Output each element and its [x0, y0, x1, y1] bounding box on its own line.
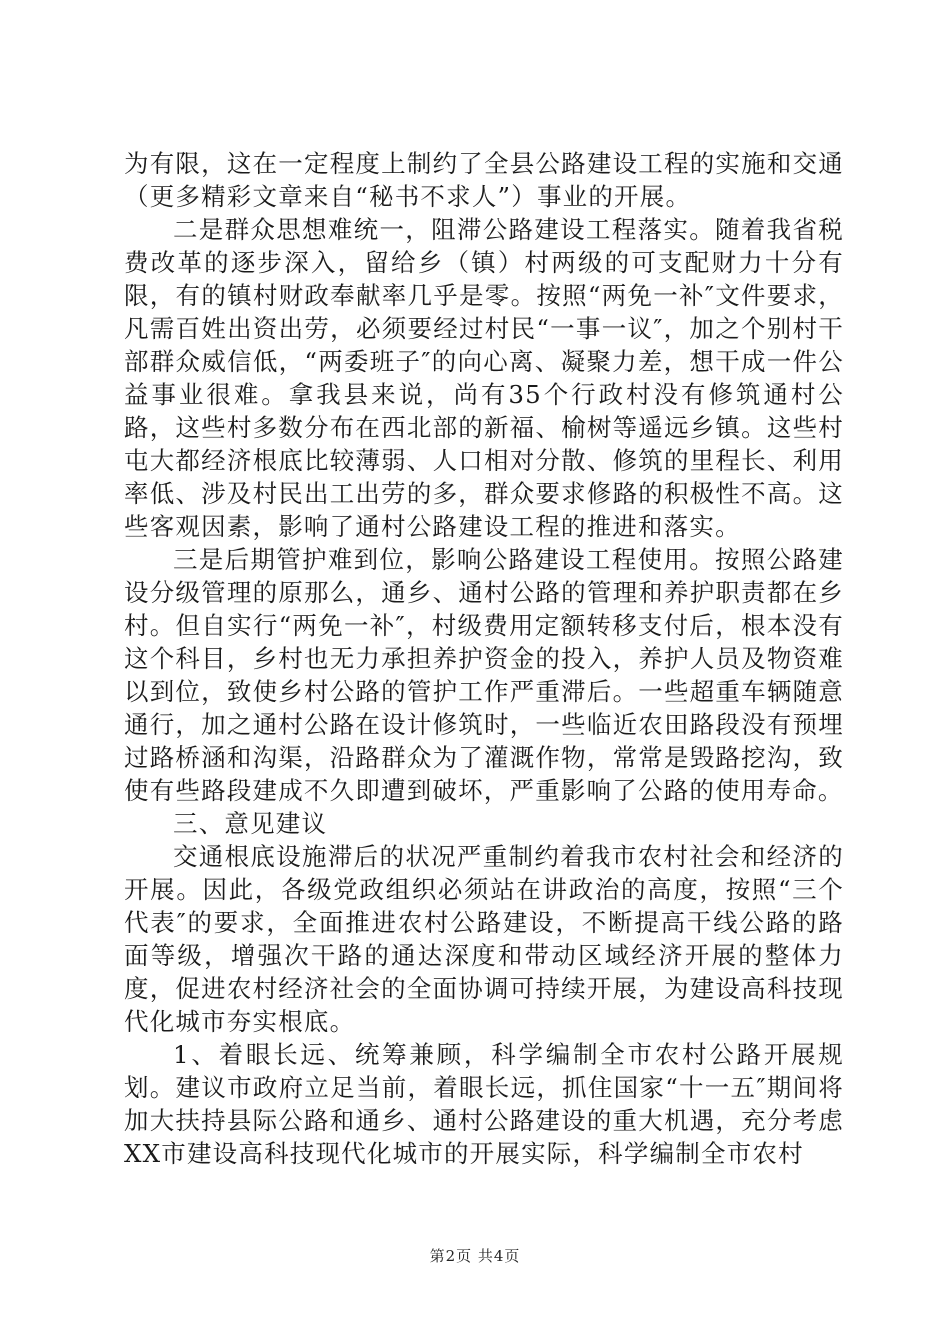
page-number-footer: 第2页 共4页: [429, 1247, 521, 1265]
document-body: [124, 147, 844, 1170]
paragraph-continuation: 为有限，这在一定程度上制约了全县公路建设工程的实施和交通（更多精彩文章来自“秘书不求人”）事业的开展。: [124, 149, 844, 211]
paragraph-public-opinion: 二是群众思想难统一，阻滞公路建设工程落实。随着我省税费改革的逐步深入，留给乡（镇）村两级的可支配财力十分有限，有的镇村财政奉献率几乎是零。按照“两免一补″文件要求，凡需百姓出资出劳，必须要经过村民“一事一议″，加之个别村干部群众威信低，“两委班子″的向心离、凝聚力差，想干成一件公益事业很难。拿我县来说，尚有35个行政村没有修筑通村公路，这些村多数分布在西北部的新福、榆树等遥远乡镇。这些村屯大都经济根底比较薄弱、人口相对分散、修筑的里程长、利用率低、涉及村民出工出劳的多，群众要求修路的积极性不高。这些客观因素，影响了通村公路建设工程的推进和落实。: [124, 215, 844, 541]
paragraph-planning: 1、着眼长远、统筹兼顾，科学编制全市农村公路开展规划。建议市政府立足当前，着眼长远，抓住国家“十一五″期间将加大扶持县际公路和通乡、通村公路建设的重大机遇，充分考虑XX市建设高科技现代化城市的开展实际，科学编制全市农村: [124, 1040, 844, 1168]
section-heading-suggestions: 三、意见建议: [173, 809, 328, 838]
paragraph-maintenance: 三是后期管护难到位，影响公路建设工程使用。按照公路建设分级管理的原那么，通乡、通村公路的管理和养护职责都在乡村。但自实行“两免一补″，村级费用定额转移支付后，根本没有这个科目，乡村也无力承担养护资金的投入，养护人员及物资难以到位，致使乡村公路的管护工作严重滞后。一些超重车辆随意通行，加之通村公路在设计修筑时，一些临近农田路段没有预埋过路桥涵和沟渠，沿路群众为了灌溉作物，常常是毁路挖沟，致使有些路段建成不久即遭到破坏，严重影响了公路的使用寿命。: [124, 545, 844, 805]
paragraph-infrastructure: 交通根底设施滞后的状况严重制约着我市农村社会和经济的开展。因此，各级党政组织必须站在讲政治的高度，按照“三个代表″的要求，全面推进农村公路建设，不断提高干线公路的路面等级，增强次干路的通达深度和带动区域经济开展的整体力度，促进农村经济社会的全面协调可持续开展，为建设高科技现代化城市夯实根底。: [124, 842, 844, 1036]
